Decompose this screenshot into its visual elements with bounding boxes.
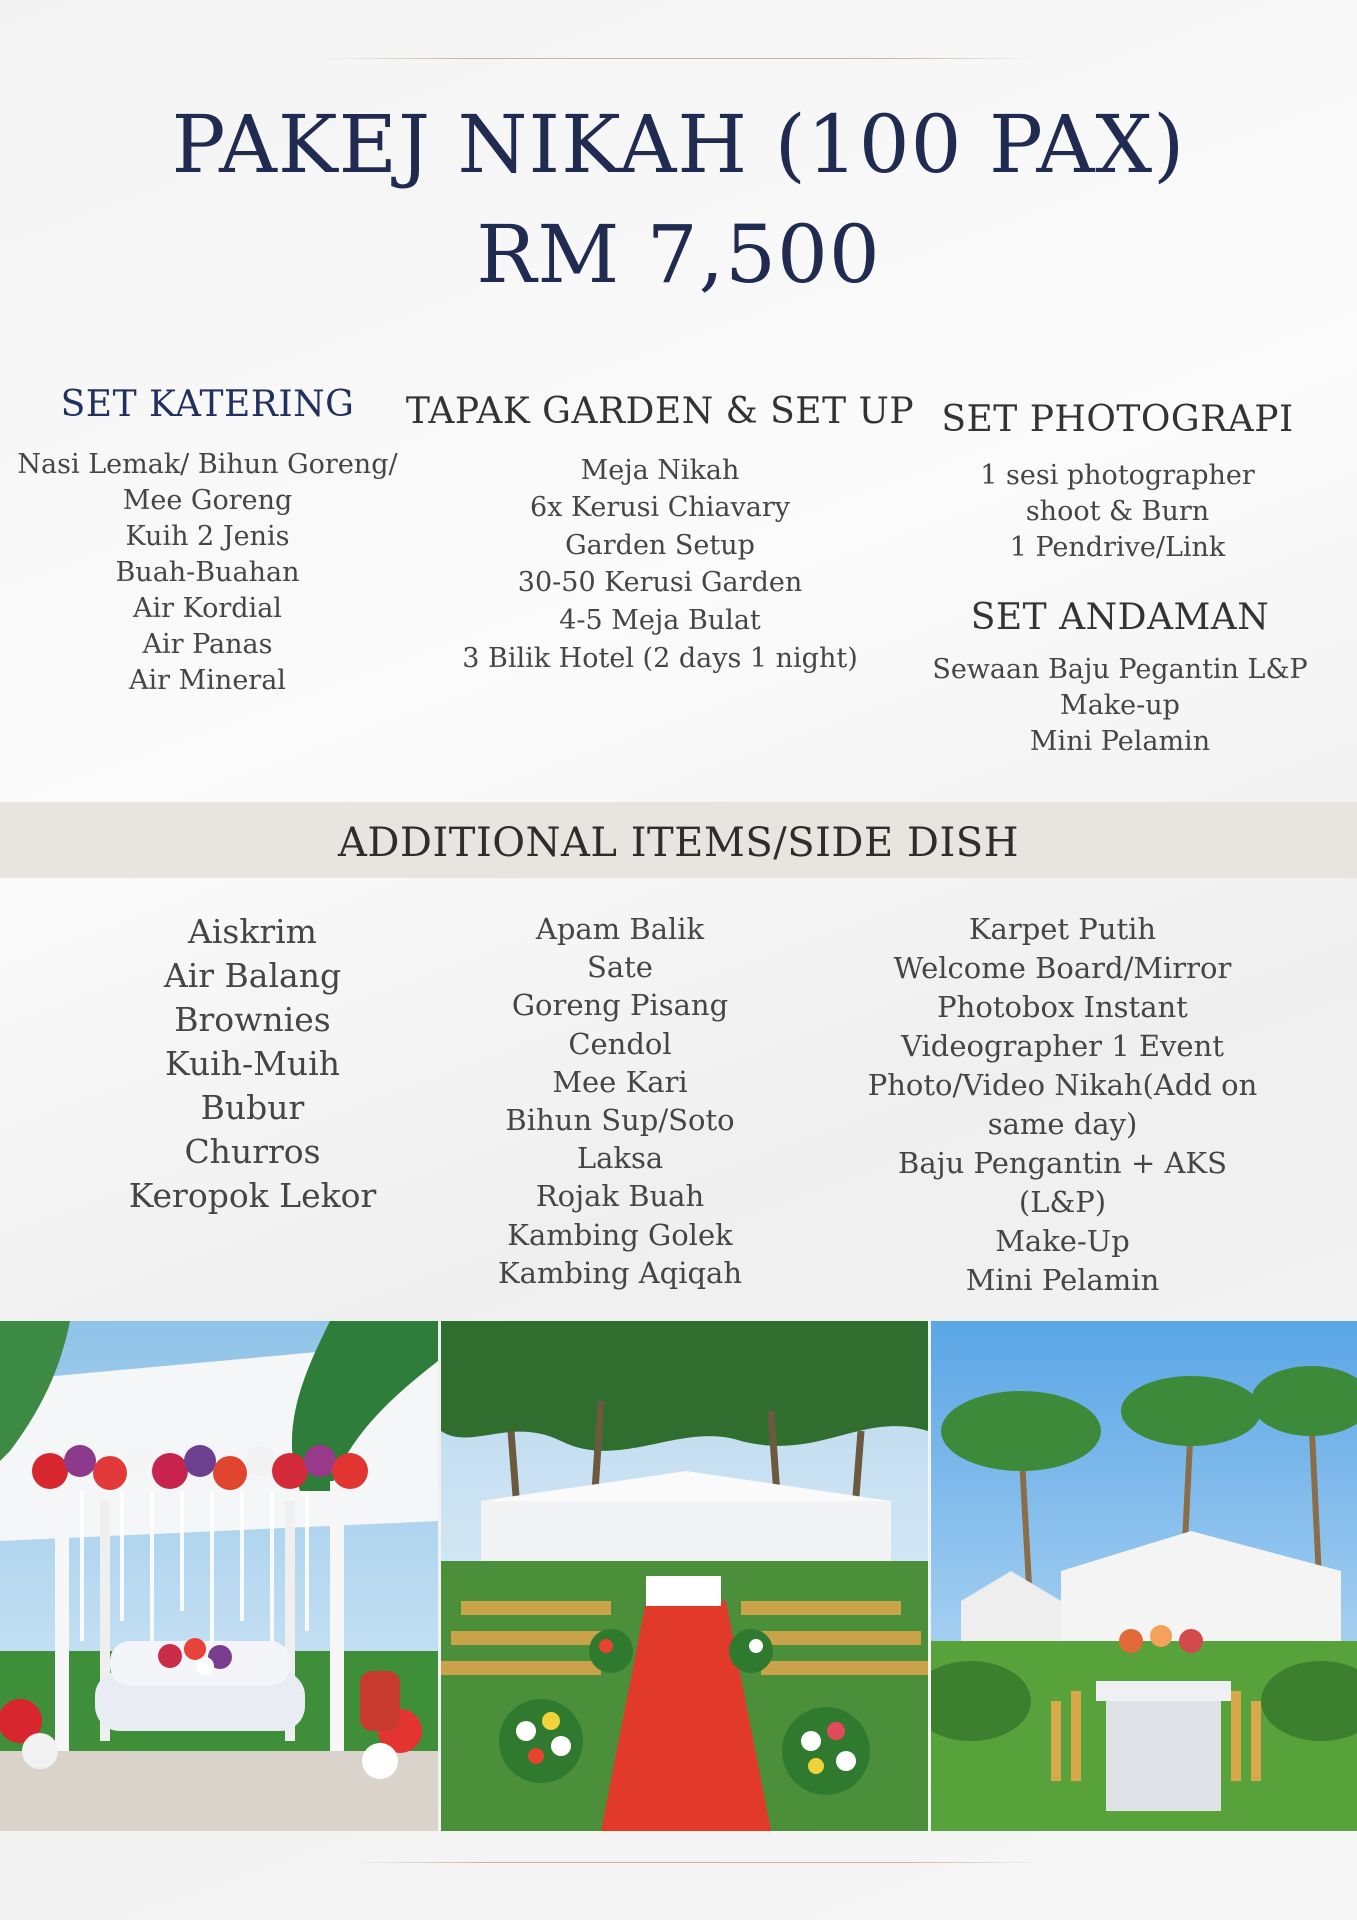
garden-list — [400, 452, 920, 678]
list-item: Baju Pengantin + AKS (L&P) — [898, 1146, 1227, 1219]
list-item: Kuih-Muih — [165, 1044, 340, 1083]
list-item: Photobox Instant — [937, 990, 1188, 1024]
additional-column-2 — [470, 910, 770, 1292]
list-item: Make-up — [1060, 689, 1180, 721]
list-item: Sate — [587, 950, 653, 985]
list-item: Air Panas — [142, 628, 273, 660]
additional-heading: ADDITIONAL ITEMS/SIDE DISH — [337, 820, 1020, 866]
photografi-section — [940, 400, 1295, 566]
floral-arch-image — [0, 1321, 438, 1831]
photografi-heading: SET PHOTOGRAPI — [941, 399, 1294, 440]
list-item: Photo/Video Nikah(Add on same day) — [867, 1068, 1258, 1141]
list-item: 3 Bilik Hotel (2 days 1 night) — [462, 642, 858, 674]
additional-column-3 — [850, 910, 1275, 1300]
list-item: Buah-Buahan — [115, 556, 300, 588]
list-item: Mee Goreng — [122, 484, 293, 516]
list-item: Brownies — [174, 1000, 331, 1039]
list-item: Aiskrim — [188, 912, 317, 951]
photografi-list — [940, 458, 1295, 566]
additional-list-1 — [110, 910, 395, 1218]
list-item: Churros — [184, 1132, 321, 1171]
list-item: 1 sesi photographer — [980, 459, 1255, 491]
list-item: Kambing Golek — [507, 1217, 733, 1252]
andaman-heading: SET ANDAMAN — [970, 597, 1270, 638]
garden-section — [400, 392, 920, 677]
katering-list — [0, 447, 415, 699]
list-item: Rojak Buah — [535, 1179, 705, 1214]
list-item: Keropok Lekor — [128, 1176, 377, 1215]
list-item: Nasi Lemak/ Bihun Goreng/ — [17, 448, 398, 480]
package-price: RM 7,500 — [476, 208, 881, 301]
additional-list-3 — [850, 910, 1275, 1300]
list-item: Air Mineral — [129, 664, 286, 696]
katering-section — [0, 385, 415, 699]
list-item: Goreng Pisang — [511, 988, 729, 1023]
list-item: Videographer 1 Event — [901, 1029, 1224, 1063]
list-item: Mini Pelamin — [965, 1263, 1160, 1297]
list-item: Mee Kari — [552, 1064, 688, 1099]
andaman-section — [930, 598, 1310, 760]
list-item: Cendol — [568, 1026, 672, 1061]
photo-floral-arch — [0, 1321, 438, 1831]
list-item: 1 Pendrive/Link — [1009, 531, 1226, 563]
andaman-list — [930, 652, 1310, 760]
list-item: Air Kordial — [133, 592, 282, 624]
garden-heading: TAPAK GARDEN & SET UP — [405, 391, 915, 432]
additional-list-2 — [470, 910, 770, 1292]
photo-garden-aisle — [441, 1321, 928, 1831]
list-item: Make-Up — [995, 1224, 1130, 1258]
top-divider — [318, 58, 1039, 59]
list-item: Kuih 2 Jenis — [125, 520, 290, 552]
additional-column-1 — [110, 910, 395, 1218]
additional-band — [0, 802, 1357, 878]
package-title: PAKEJ NIKAH (100 PAX) — [171, 98, 1186, 191]
list-item: Garden Setup — [565, 529, 755, 561]
katering-heading: SET KATERING — [60, 384, 355, 425]
list-item: Bihun Sup/Soto — [505, 1103, 735, 1138]
photo-garden-table — [931, 1321, 1357, 1831]
list-item: Mini Pelamin — [1029, 725, 1211, 757]
list-item: 4-5 Meja Bulat — [559, 604, 761, 636]
list-item: 6x Kerusi Chiavary — [529, 492, 791, 524]
list-item: Karpet Putih — [968, 912, 1157, 946]
list-item: 30-50 Kerusi Garden — [517, 567, 803, 599]
list-item: Apam Balik — [535, 912, 705, 946]
list-item: Air Balang — [163, 956, 342, 995]
garden-table-image — [931, 1321, 1357, 1831]
list-item: Bubur — [200, 1088, 305, 1127]
photo-strip — [0, 1321, 1357, 1831]
list-item: Kambing Aqiqah — [497, 1255, 743, 1290]
list-item: shoot & Burn — [1025, 495, 1210, 527]
garden-aisle-image — [441, 1321, 928, 1831]
list-item: Laksa — [576, 1141, 664, 1176]
list-item: Welcome Board/Mirror — [893, 951, 1232, 985]
list-item: Meja Nikah — [580, 454, 740, 486]
list-item: Sewaan Baju Pegantin L&P — [932, 653, 1308, 685]
bottom-divider — [345, 1862, 1045, 1863]
